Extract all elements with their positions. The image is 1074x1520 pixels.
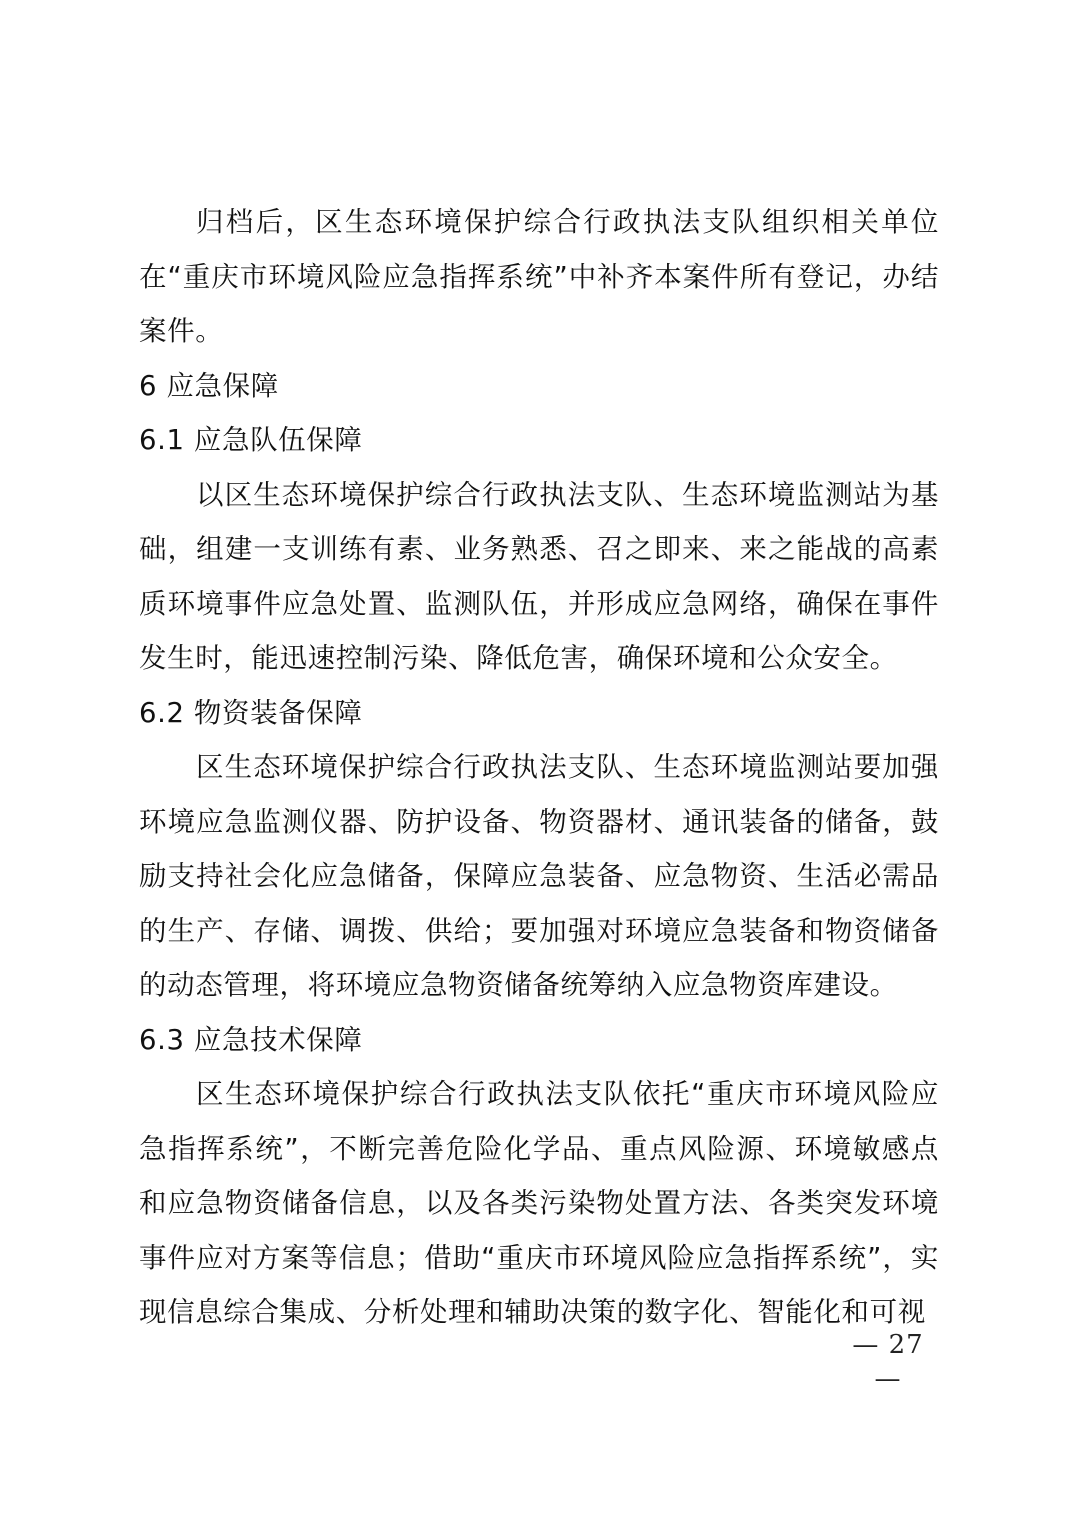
paragraph-team-support: 以区生态环境保护综合行政执法支队、生态环境监测站为基础，组建一支训练有素、业务熟悉、召之即来、来之能战的高素质环境事件应急处置、监测队伍，并形成应急网络，确保在事件发生时，能迅速控制污染、降低危害，确保环境和公众安全。 [139,478,939,674]
subsection-heading-team-support: 6.1 应急队伍保障 [139,424,363,456]
section-heading-emergency-support: 6 应急保障 [139,369,279,402]
subsection-heading-technical-support: 6.3 应急技术保障 [139,1023,363,1056]
page-number: — 27 — [852,1330,924,1394]
subsection-heading-materials-support: 6.2 物资装备保障 [139,696,363,729]
document-body [139,195,939,1340]
paragraph-technical-support: 区生态环境保护综合行政执法支队依托“重庆市环境风险应急指挥系统”，不断完善危险化学品、重点风险源、环境敏感点和应急物资储备信息，以及各类污染物处置方法、各类突发环境事件应对方案等信息；借助“重庆市环境风险应急指挥系统”，实现信息综合集成、分析处理和辅助决策的数字化、智能化和可视 [139,1078,939,1328]
paragraph-materials-support: 区生态环境保护综合行政执法支队、生态环境监测站要加强环境应急监测仪器、防护设备、物资器材、通讯装备的储备，鼓励支持社会化应急储备，保障应急装备、应急物资、生活必需品的生产、存储、调拨、供给；要加强对环境应急装备和物资储备的动态管理，将环境应急物资储备统筹纳入应急物资库建设。 [139,751,939,1001]
paragraph-archive-closing: 归档后，区生态环境保护综合行政执法支队组织相关单位在“重庆市环境风险应急指挥系统”中补齐本案件所有登记，办结案件。 [139,206,939,347]
